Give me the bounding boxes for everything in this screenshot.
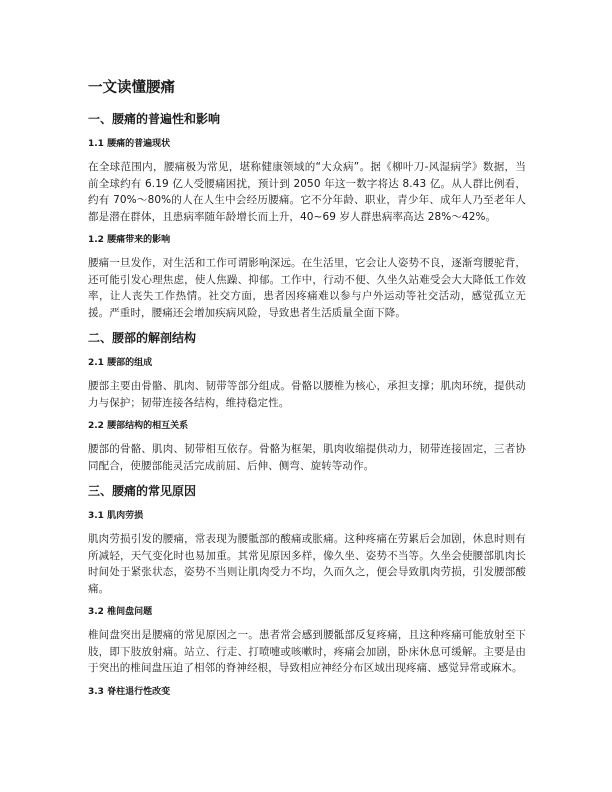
section-heading-2: 二、腰部的解剖结构	[88, 331, 197, 345]
paragraph-3-2: 椎间盘突出是腰痛的常见原因之一。患者常会感到腰骶部反复疼痛，且这种疼痛可能放射至下肢，即下肢放射痛。站立、行走、打喷嚏或咳嗽时，疼痛会加剧，卧床休息可缓解。主要是由于突出的椎间盘压迫了相邻的脊神经根，导致相应神经分布区域出现疼痛、感觉异常或麻木。	[88, 629, 526, 674]
subsection-heading-3-3: 3.3 脊柱退行性改变	[88, 686, 171, 697]
paragraph-1-1: 在全球范围内，腰痛极为常见，堪称健康领域的“大众病”。据《柳叶刀-风湿病学》数据，当前全球约有 6.19 亿人受腰痛困扰，预计到 2050 年这一数字将达 8.43 亿。从人群比例看，约有 70%～80%的人在人生中会经历腰痛。它不分年龄、职业，青少年、成年人乃至老年人都是潜在群体，且患病率随年龄增长而上升，40~69 岁人群患病率高达 28%～42%。	[88, 161, 526, 223]
subsection-heading-2-1: 2.1 腰部的组成	[88, 358, 153, 368]
subsection-heading-1-1: 1.1 腰痛的普遍现状	[88, 139, 171, 149]
subsection-heading-1-2: 1.2 腰痛带来的影响	[88, 235, 171, 245]
paragraph-3-1: 肌肉劳损引发的腰痛，常表现为腰骶部的酸痛或胀痛。这种疼痛在劳累后会加剧，休息时则有所减轻，天气变化时也易加重。其常见原因多样，像久坐、姿势不当等。久坐会使腰部肌肉长时间处于紧张状态，姿势不当则让肌肉受力不均，久而久之，便会导致肌肉劳损，引发腰部酸痛。	[88, 533, 526, 595]
document-title: 一文读懂腰痛	[88, 80, 175, 96]
subsection-heading-3-2: 3.2 椎间盘问题	[88, 607, 153, 617]
subsection-heading-3-1: 3.1 肌肉劳损	[88, 511, 144, 521]
paragraph-2-2: 腰部的骨骼、肌肉、韧带相互依存。骨骼为框架，肌肉收缩提供动力，韧带连接固定，三者协同配合，使腰部能灵活完成前屈、后伸、侧弯、旋转等动作。	[88, 443, 526, 472]
section-heading-1: 一、腰痛的普遍性和影响	[88, 112, 221, 126]
paragraph-1-2: 腰痛一旦发作，对生活和工作可谓影响深远。在生活里，它会让人姿势不良，逐渐弯腰驼背，还可能引发心理焦虑，使人焦躁、抑郁。工作中，行动不便、久坐久站难受会大大降低工作效率，让人丧失工作热情。社交方面，患者因疼痛难以参与户外运动等社交活动，感觉孤立无援。严重时，腰痛还会增加疾病风险，导致患者生活质量全面下降。	[88, 257, 526, 319]
paragraph-2-1: 腰部主要由骨骼、肌肉、韧带等部分组成。骨骼以腰椎为核心，承担支撑；肌肉环统，提供动力与保护；韧带连接各结构，维持稳定性。	[88, 380, 526, 409]
section-heading-3: 三、腰痛的常见原因	[88, 484, 197, 498]
subsection-heading-2-2: 2.2 腰部结构的相互关系	[88, 421, 189, 431]
